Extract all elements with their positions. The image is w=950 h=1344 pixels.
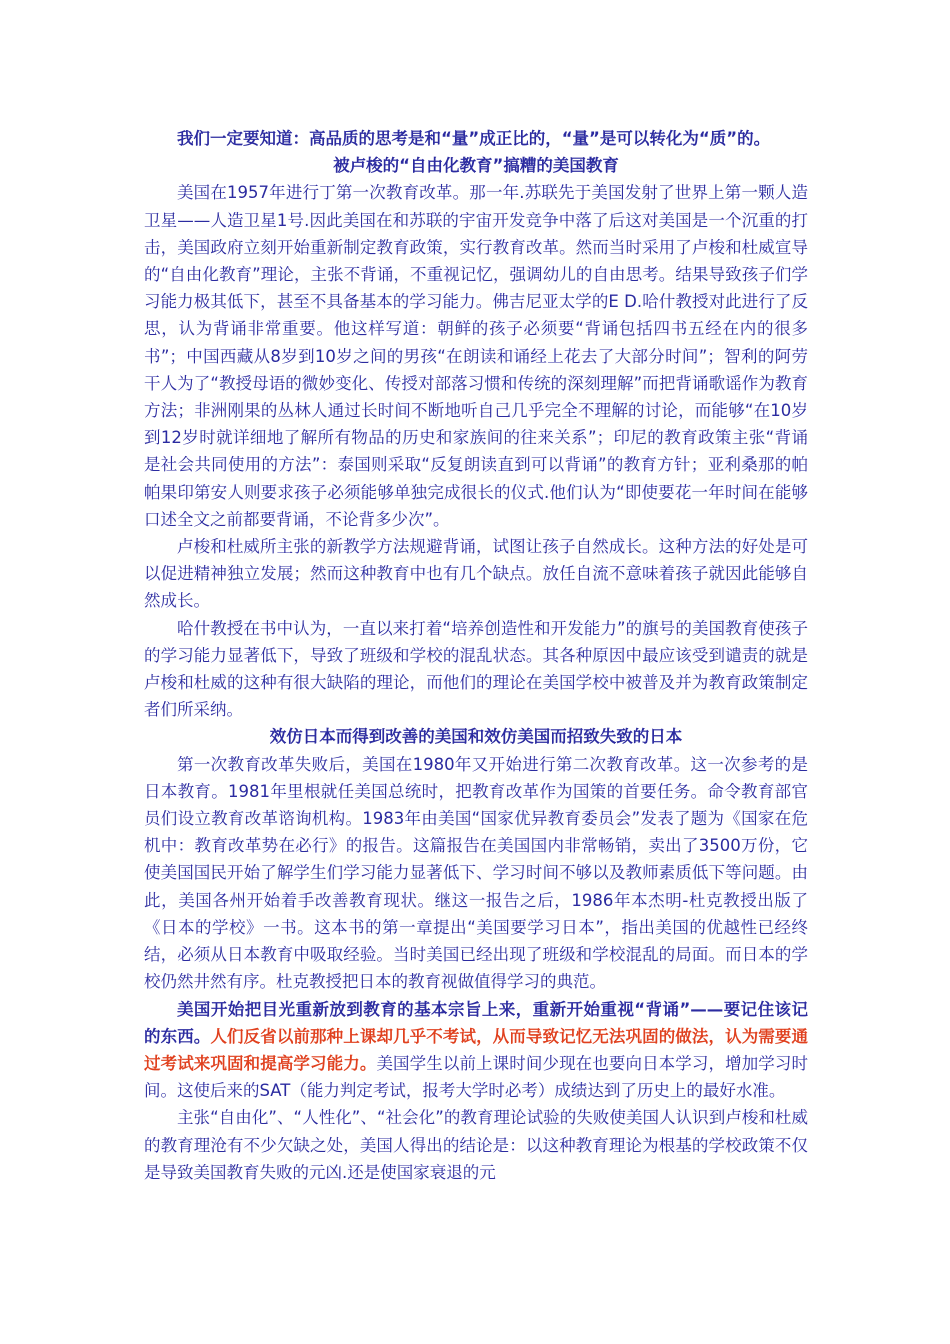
section-heading-rousseau: 被卢梭的“自由化教育”搞糟的美国教育 [333, 156, 619, 176]
paragraph-first-reform: 美国在1957年进行丁第一次教育改革。那一年.苏联先于美国发射了世界上第一颗人造卫星——人造卫星1号.因此美国在和苏联的宇宙开发竞争中落了后这对美国是一个沉重的打击，美国政府立刻开始重新制定教育政策，实行教育改革。然而当时采用了卢梭和杜威宣导的“自由化教育”理论，主张不背诵，不重视记忆，强调幼儿的自由思考。结果导致孩子们学习能力极其低下，甚至不具备基本的学习能力。佛吉尼亚太学的E D.哈什教授对此进行了反思，认为背诵非常重要。他这样写道：朝鲜的孩子必须要“背诵包括四书五经在内的很多书”；中国西藏从8岁到10岁之间的男孩“在朗读和诵经上花去了大部分时间”；智利的阿劳干人为了“教授母语的微妙变化、传授对部落习惯和传统的深刻理解”而把背诵歌谣作为教育方法；非洲刚果的丛林人通过长时间不断地听自己几乎完全不理解的讨论，而能够“在10岁到12岁时就详细地了解所有物品的历史和家族间的往来关系”；印尼的教育政策主张“背诵是社会共同使用的方法”：泰国则采取“反复朗读直到可以背诵”的教育方针；亚利桑那的帕帕果印第安人则要求孩子必须能够单独完成很长的仪式.他们认为“即使要花一年时间在能够口述全文之前都要背诵，不论背多少次”。 [144, 183, 808, 529]
paragraph-hirsch-view: 哈什教授在书中认为，一直以来打着“培养创造性和开发能力”的旗号的美国教育使孩子的学习能力显著低下，导致了班级和学校的混乱状态。其各种原因中最应该受到谴责的就是卢梭和杜威的这种有很大缺陷的理论，而他们的理论在美国学校中被普及并为教育政策制定者们所采纳。 [144, 618, 808, 720]
paragraph-rousseau-dewey: 卢梭和杜威所主张的新教学方法规避背诵，试图让孩子自然成长。这种方法的好处是可以促进精神独立发展；然而这种教育中也有几个缺点。放任自流不意味着孩子就因此能够自然成长。 [144, 537, 808, 611]
paragraph-second-reform: 第一次教育改革失败后，美国在1980年又开始进行第二次教育改革。这一次参考的是日本教育。1981年里根就任美国总统时，把教育改革作为国策的首要任务。命令教育部官员们设立教育改革谘询机构。1983年由美国“国家优异教育委员会”发表了题为《国家在危机中：教育改革势在必行》的报告。这篇报告在美国国内非常畅销，卖出了3500万份，它使美国国民开始了解学生们学习能力显著低下、学习时间不够以及教师素质低下等问题。由此，美国各州开始着手改善教育现状。继这一报告之后，1986年本杰明-杜克教授出版了《日本的学校》一书。这本书的第一章提出“美国要学习日本”，指出美国的优越性已经终结，必须从日本教育中吸取经验。当时美国已经出现了班级和学校混乱的局面。而日本的学校仍然井然有序。杜克教授把日本的教育视做值得学习的典范。 [144, 754, 808, 992]
sat-result-text: 美国学生以前上课时间少现在也要向日本学习，增加学习时间。这使后来的SAT（能力判定考试，报考大学时必考）成绩达到了历史上的最好水准。 [144, 1053, 809, 1101]
paragraph-recitation [144, 996, 808, 1105]
paragraph-conclusion: 主张“自由化”、“人性化”、“社会化”的教育理论试验的失败使美国人认识到卢梭和杜威的教育理沧有不少欠缺之处，美国人得出的结论是：以这种教育理论为根基的学校政策不仅是导致美国教育失败的元凶.还是使国家衰退的元 [144, 1108, 808, 1182]
recitation-bold-text: 美国开始把目光重新放到教育的基本宗旨上来，重新开始重视“背诵”——要记住该记的东西。 [144, 999, 808, 1046]
intro-paragraph: 我们一定要知道：高品质的思考是和“量”成正比的，“量”是可以转化为“质”的。 [177, 129, 771, 148]
exam-highlight-text: 人们反省以前那种上课却几乎不考试，从而导致记忆无法巩固的做法，认为需要通过考试来巩固和提高学习能力。 [144, 1026, 809, 1073]
document-body [144, 125, 808, 1186]
section-heading-japan: 效仿日本而得到改善的美国和效仿美国而招致失致的日本 [269, 727, 683, 747]
